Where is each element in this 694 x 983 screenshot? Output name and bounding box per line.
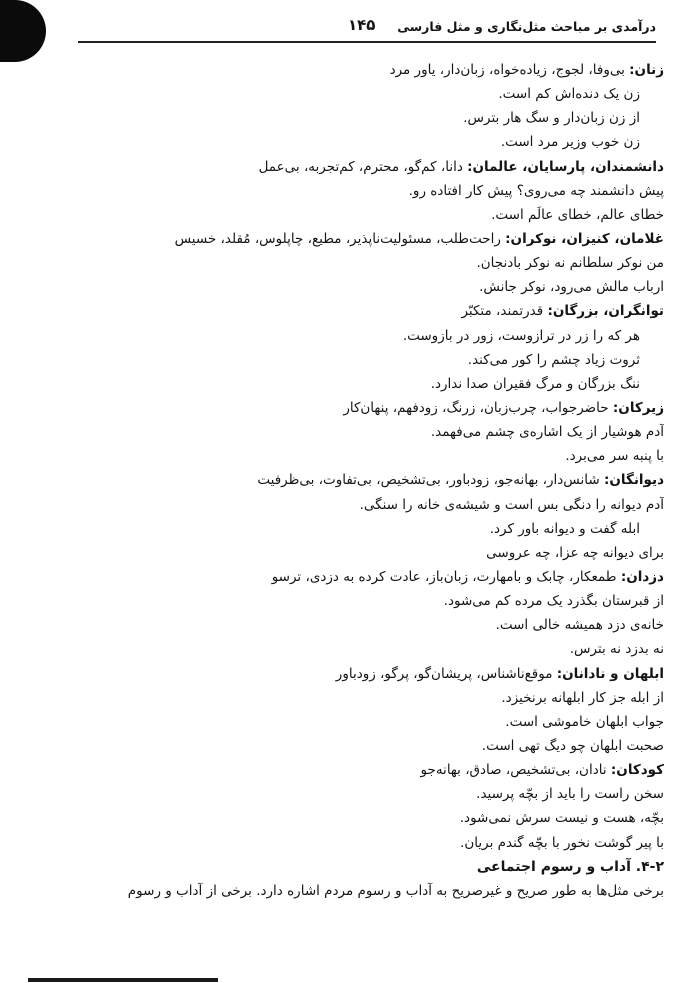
- category-traits: قدرتمند، متکبّر: [461, 303, 548, 320]
- section-paragraph: برخی مثل‌ها به طور صریح و غیرصریح به آداب و رسوم مردم اشاره دارد. برخی از آداب و رسوم: [127, 882, 664, 899]
- proverb-line: زن یک دنده‌اش کم است.: [498, 86, 640, 103]
- running-header-title: درآمدی بر مباحث مثل‌نگاری و مثل فارسی: [397, 19, 656, 34]
- proverb-line: از قبرستان بگذرد یک مرده کم می‌شود.: [443, 593, 664, 610]
- category-label: غلامان، کنیزان، نوکران:: [505, 230, 664, 247]
- category-label: دزدان:: [620, 568, 664, 585]
- proverb-line: ارباب مالش می‌رود، نوکر جانش.: [479, 279, 664, 296]
- page-number: ۱۴۵: [348, 16, 376, 34]
- category-line: [60, 396, 664, 420]
- proverb-line: از زن زبان‌دار و سگ هار بترس.: [463, 110, 640, 127]
- header-rule: [78, 41, 656, 43]
- proverb-line: ثروت زیاد چشم را کور می‌کند.: [467, 351, 640, 368]
- proverb-line: آدم هوشیار از یک اشاره‌ی چشم می‌فهمد.: [430, 424, 664, 441]
- proverb-line: ابله گفت و دیوانه باور کرد.: [489, 520, 640, 537]
- proverb-line: آدم دیوانه را دنگی بس است و شیشه‌ی خانه را سنگی.: [359, 496, 664, 513]
- proverb-line: پیش دانشمند چه می‌روی؟ پیش کار افتاده رو.: [408, 182, 664, 199]
- section-heading: ۴-۲. آداب و رسوم اجتماعی: [476, 858, 664, 875]
- category-label: توانگران، بزرگان:: [547, 303, 664, 320]
- category-traits: راحت‌طلب، مسئولیت‌ناپذیر، مطیع، چاپلوس، مُقلد، خسیس: [174, 230, 506, 247]
- category-line: [60, 155, 664, 179]
- category-line: [60, 565, 664, 589]
- category-traits: شانس‌دار، بهانه‌جو، زودباور، بی‌تشخیص، بی‌تفاوت، بی‌ظرفیت: [257, 472, 604, 489]
- proverb-line: از ابله جز کار ابلهانه برنخیزد.: [501, 689, 664, 706]
- category-label: زیرکان:: [612, 399, 664, 416]
- proverb-line: صحبت ابلهان چو دیگ تهی است.: [481, 737, 664, 754]
- category-traits: حاضرجواب، چرب‌زبان، زرنگ، زودفهم، پنهان‌کار: [343, 399, 613, 416]
- category-traits: بی‌وفا، لجوج، زیاده‌خواه، زبان‌دار، یاور مرد: [389, 62, 630, 78]
- proverb-line: جواب ابلهان خاموشی است.: [505, 713, 664, 730]
- proverb-line: زن خوب وزیر مرد است.: [500, 134, 640, 151]
- proverb-line: خطای عالم، خطای عالَم است.: [491, 206, 664, 223]
- page-edge-tab: [0, 0, 46, 62]
- category-traits: دانا، کم‌گو، محترم، کم‌تجربه، بی‌عمل: [258, 158, 468, 175]
- proverb-line: برای دیوانه چه عزا، چه عروسی: [486, 544, 664, 561]
- proverb-line: با پیر گوشت نخور با بچّه گندم بریان.: [460, 834, 664, 851]
- category-label: کودکان:: [610, 762, 664, 779]
- category-traits: طمعکار، چابک و بامهارت، زبان‌باز، عادت کرده به دزدی، ترسو: [271, 568, 621, 585]
- category-label: دانشمندان، پارسایان، عالمان:: [467, 158, 664, 175]
- category-line: [60, 299, 664, 323]
- category-line: [60, 662, 664, 686]
- category-line: [60, 227, 664, 251]
- proverb-line: خانه‌ی دزد همیشه خالی است.: [495, 617, 664, 634]
- category-traits: موقع‌ناشناس، پریشان‌گو، پرگو، زودباور: [335, 665, 557, 682]
- category-traits: نادان، بی‌تشخیص، صادق، بهانه‌جو: [420, 762, 611, 779]
- category-line: [60, 468, 664, 492]
- proverb-line: نه بدزد نه بترس.: [569, 641, 664, 658]
- proverb-line: سخن راست را باید از بچّه پرسید.: [476, 786, 664, 803]
- proverb-line: ننگ بزرگان و مرگ فقیران صدا ندارد.: [430, 375, 640, 392]
- proverb-line: من نوکر سلطانم نه نوکر بادنجان.: [476, 255, 664, 272]
- category-label: دیوانگان:: [604, 472, 664, 489]
- page-bottom-edge: [28, 978, 218, 982]
- category-line: [60, 758, 664, 782]
- page-body: [60, 58, 664, 903]
- proverb-line: هر که را زر در ترازوست، زور در بازوست.: [402, 327, 640, 344]
- category-label: زنان:: [629, 62, 664, 78]
- category-label: ابلهان و نادانان:: [556, 665, 664, 682]
- proverb-line: با پنبه سر می‌برد.: [565, 448, 664, 465]
- category-line: [60, 58, 664, 82]
- proverb-line: بچّه، هست و نیست سرش نمی‌شود.: [459, 810, 664, 827]
